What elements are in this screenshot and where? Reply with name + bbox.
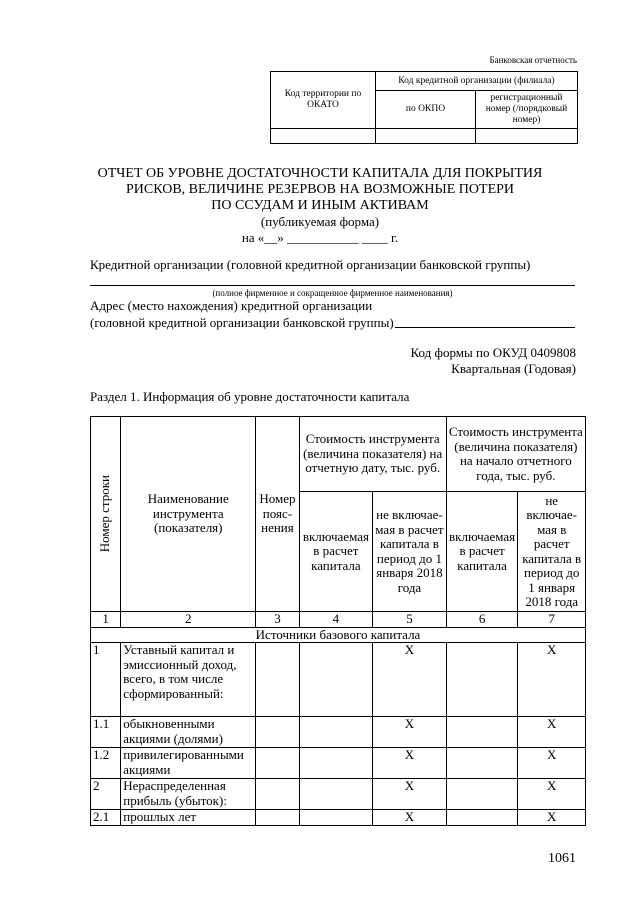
code-table xyxy=(270,71,578,144)
org-name-caption: (полное фирменное и сокращенное фирменное наименования) xyxy=(212,288,453,298)
reg-number-header: регистрационный номер (/порядковый номер) xyxy=(476,91,578,129)
row-value-7: X xyxy=(518,810,586,826)
reg-number-cell xyxy=(476,129,578,144)
not-included-header-5: не включае-мая в расчет капитала в период до 1 января 2018 года xyxy=(373,492,447,612)
row-value-7: X xyxy=(518,643,586,717)
capital-table xyxy=(90,416,586,826)
row-number: 2 xyxy=(91,779,121,810)
row-value-5: X xyxy=(373,810,447,826)
report-period: Квартальная (Годовая) xyxy=(451,361,576,376)
row-value-5: X xyxy=(373,748,447,779)
row-value-7: X xyxy=(518,717,586,748)
col-number: 3 xyxy=(256,612,299,628)
row-note xyxy=(256,810,299,826)
table-row xyxy=(91,717,586,748)
col-number: 6 xyxy=(446,612,518,628)
row-note xyxy=(256,717,299,748)
okpo-cell xyxy=(376,129,476,144)
note-header: Номер пояс-нения xyxy=(256,417,299,612)
table-row xyxy=(91,748,586,779)
row-value-4 xyxy=(299,643,373,717)
included-header-4: включаемая в расчет капитала xyxy=(299,492,373,612)
title-line-1: ОТЧЕТ ОБ УРОВНЕ ДОСТАТОЧНОСТИ КАПИТАЛА ДЛЯ ПОКРЫТИЯ xyxy=(97,166,543,181)
row-name: прошлых лет xyxy=(121,810,256,826)
cost-year-start-header: Стоимость инструмента (величина показателя) на начало отчетного года, тыс. руб. xyxy=(446,417,585,492)
row-value-5: X xyxy=(373,643,447,717)
territory-code-cell xyxy=(271,129,376,144)
title-line-3: ПО ССУДАМ И ИНЫМ АКТИВАМ xyxy=(211,198,429,213)
section-row-basic-capital: Источники базового капитала xyxy=(91,627,586,643)
bank-reporting-label: Банковская отчетность xyxy=(489,55,577,65)
page-number: 1061 xyxy=(548,851,576,866)
not-included-header-7: не включае-мая в расчет капитала в период до 1 января 2018 года xyxy=(518,492,586,612)
included-header-6: включаемая в расчет капитала xyxy=(446,492,518,612)
col-number: 7 xyxy=(518,612,586,628)
row-value-5: X xyxy=(373,717,447,748)
row-value-7: X xyxy=(518,779,586,810)
name-header: Наименование инструмента (показателя) xyxy=(121,417,256,612)
row-number: 1.1 xyxy=(91,717,121,748)
row-value-7: X xyxy=(518,748,586,779)
row-value-6 xyxy=(446,643,518,717)
table-row xyxy=(91,810,586,826)
okpo-header: по ОКПО xyxy=(376,91,476,129)
row-value-4 xyxy=(299,779,373,810)
row-name: Нераспределенная прибыль (убыток): xyxy=(121,779,256,810)
row-value-6 xyxy=(446,748,518,779)
row-value-6 xyxy=(446,779,518,810)
report-title xyxy=(0,166,640,246)
org-name-line xyxy=(90,285,575,286)
row-name: Уставный капитал и эмиссионный доход, всего, в том числе сформированный: xyxy=(121,643,256,717)
okud-code: Код формы по ОКУД 0409808 xyxy=(410,345,576,360)
address-line-2: (головной кредитной организации банковской группы) xyxy=(90,315,394,330)
row-note xyxy=(256,779,299,810)
row-value-4 xyxy=(299,748,373,779)
row-number: 1 xyxy=(91,643,121,717)
row-number: 1.2 xyxy=(91,748,121,779)
row-value-5: X xyxy=(373,779,447,810)
row-name: обыкновенными акциями (долями) xyxy=(121,717,256,748)
org-label: Кредитной организации (головной кредитной организации банковской группы) xyxy=(90,257,531,272)
col-number: 4 xyxy=(299,612,373,628)
row-value-6 xyxy=(446,810,518,826)
title-line-2: РИСКОВ, ВЕЛИЧИНЕ РЕЗЕРВОВ НА ВОЗМОЖНЫЕ ПОТЕРИ xyxy=(125,182,515,197)
address-line-1: Адрес (место нахождения) кредитной организации xyxy=(90,298,373,313)
col-number: 1 xyxy=(91,612,121,628)
row-number: 2.1 xyxy=(91,810,121,826)
cost-report-date-header: Стоимость инструмента (величина показателя) на отчетную дату, тыс. руб. xyxy=(299,417,446,492)
col-number: 2 xyxy=(121,612,256,628)
table-row xyxy=(91,643,586,717)
section-heading: Раздел 1. Информация об уровне достаточности капитала xyxy=(90,389,410,404)
title-form-type: (публикуемая форма) xyxy=(260,214,380,229)
territory-code-header: Код территории по ОКАТО xyxy=(271,72,376,129)
report-date-line: на «__» ___________ ____ г. xyxy=(241,230,399,245)
address-line xyxy=(395,327,575,328)
row-value-4 xyxy=(299,717,373,748)
row-name: привилегированными акциями xyxy=(121,748,256,779)
col-number: 5 xyxy=(373,612,447,628)
row-note xyxy=(256,643,299,717)
row-value-6 xyxy=(446,717,518,748)
row-number-header: Номер строки xyxy=(91,417,121,612)
row-value-4 xyxy=(299,810,373,826)
table-row xyxy=(91,779,586,810)
row-note xyxy=(256,748,299,779)
credit-org-code-header: Код кредитной организации (филиала) xyxy=(376,72,578,91)
